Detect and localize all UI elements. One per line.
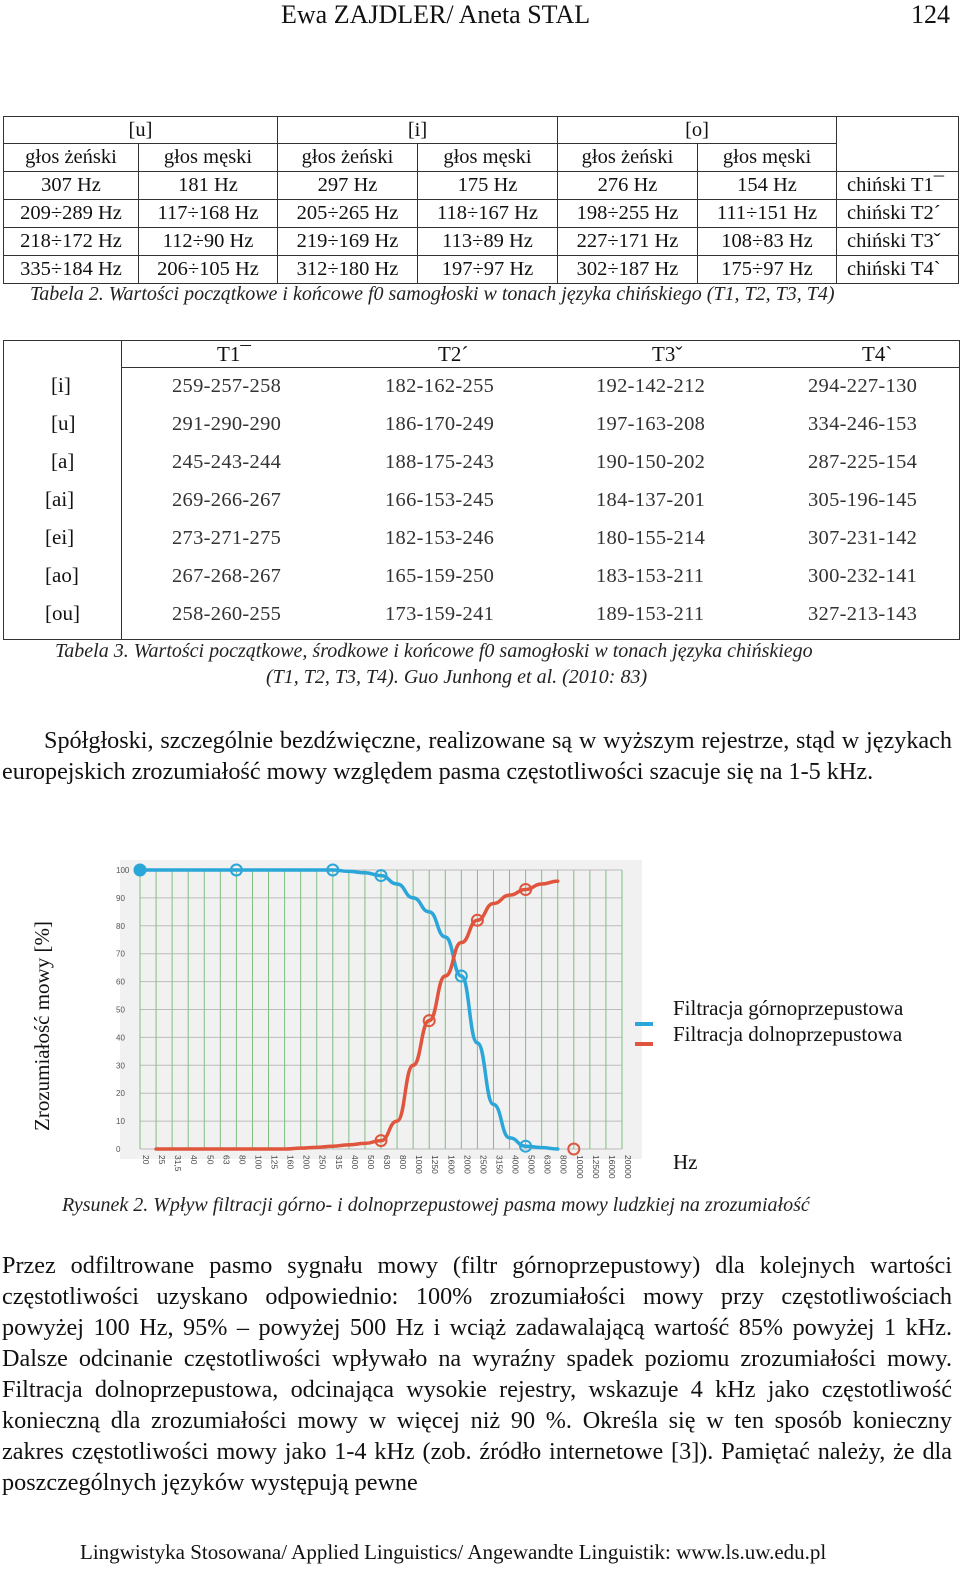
x-tick-label: 800 — [398, 1155, 409, 1170]
row-label: [u] — [51, 411, 76, 435]
x-tick-label: 6300 — [542, 1155, 553, 1174]
table-3-caption-line2: (T1, T2, T3, T4). Guo Junhong et al. (2010: 83) — [266, 666, 648, 688]
x-tick-label: 50 — [205, 1155, 216, 1165]
vowel-o: [o] — [558, 117, 837, 144]
table-cell: 118÷167 Hz — [418, 200, 558, 228]
table-cell: 173-159-241 — [385, 603, 495, 625]
table-cell: 180-155-214 — [596, 527, 706, 549]
x-tick-label: 25 — [157, 1155, 168, 1165]
table-cell: 276 Hz — [558, 172, 698, 200]
x-tick-label: 2500 — [478, 1155, 489, 1174]
table-cell: 182-162-255 — [385, 375, 495, 397]
voice-header: głos żeński — [4, 144, 139, 172]
table-cell: 113÷89 Hz — [418, 228, 558, 256]
figure-caption: Rysunek 2. Wpływ filtracji górno- i dolnoprzepustowej pasma mowy ludzkiej na zrozumiałość — [62, 1194, 810, 1216]
row-label: [ai] — [45, 487, 75, 511]
table-cell: 218÷172 Hz — [4, 228, 139, 256]
paragraph-consonants — [2, 725, 952, 787]
table-cell: 183-153-211 — [596, 565, 705, 587]
table-2-body — [4, 172, 959, 284]
x-tick-label: 315 — [333, 1155, 344, 1170]
running-header — [0, 0, 960, 32]
tone-label: chiński T4` — [837, 256, 959, 284]
table-cell: 273-271-275 — [172, 527, 282, 549]
table-cell: 198÷255 Hz — [558, 200, 698, 228]
legend-label-highpass: Filtracja górnoprzepustowa — [673, 996, 904, 1020]
row-label: [ao] — [45, 563, 79, 587]
x-tick-label: 630 — [382, 1155, 392, 1170]
x-tick-label: 5000 — [526, 1155, 537, 1174]
y-tick-label: 20 — [116, 1089, 125, 1099]
table-cell: 209÷289 Hz — [4, 200, 139, 228]
x-tick-label: 400 — [349, 1155, 360, 1170]
table-cell: 154 Hz — [698, 172, 837, 200]
x-tick-label: 160 — [285, 1155, 296, 1170]
table-cell: 189-153-211 — [596, 603, 705, 625]
vowel-u: [u] — [4, 117, 278, 144]
table-cell: 267-268-267 — [172, 565, 282, 587]
y-tick-label: 90 — [116, 893, 125, 903]
x-tick-label: 20 — [141, 1155, 151, 1165]
table-cell: 300-232-141 — [808, 565, 918, 587]
table-cell: 312÷180 Hz — [278, 256, 418, 284]
voice-header: głos męski — [698, 144, 837, 172]
row-label: [i] — [51, 373, 71, 397]
voice-header: głos żeński — [278, 144, 418, 172]
x-tick-label: 1600 — [446, 1155, 457, 1174]
x-tick-label: 31,5 — [173, 1155, 184, 1172]
row-label: [ou] — [45, 601, 80, 625]
y-tick-label: 0 — [116, 1145, 121, 1154]
table-cell: 108÷83 Hz — [698, 228, 837, 256]
x-tick-label: 125 — [269, 1155, 280, 1170]
x-tick-label: 8000 — [558, 1155, 569, 1174]
table-cell: 184-137-201 — [596, 489, 706, 511]
table-3-divider — [121, 341, 122, 639]
x-tick-label: 63 — [221, 1155, 232, 1165]
x-tick-label: 2000 — [462, 1155, 473, 1174]
table-cell: 334-246-153 — [808, 413, 918, 435]
table-cell: 175 Hz — [418, 172, 558, 200]
table-cell: 305-196-145 — [808, 489, 918, 511]
table-cell: 112÷90 Hz — [139, 228, 278, 256]
table-cell: 335÷184 Hz — [4, 256, 139, 284]
table-cell: 186-170-249 — [385, 413, 495, 435]
tone-label: chiński T2´ — [837, 200, 959, 228]
table-cell: 190-150-202 — [596, 451, 706, 473]
table-2-voice-header — [4, 144, 959, 172]
x-tick-label: 250 — [317, 1155, 328, 1170]
col-header-t4: T4` — [862, 342, 893, 366]
table-cell: 307 Hz — [4, 172, 139, 200]
table-2 — [3, 116, 959, 284]
table-cell: 297 Hz — [278, 172, 418, 200]
voice-header: głos męski — [418, 144, 558, 172]
data-point — [135, 865, 146, 876]
y-tick-label: 80 — [116, 921, 125, 931]
table-2-caption: Tabela 2. Wartości początkowe i końcowe f0 samogłoski w tonach języka chińskiego (T1, T2, T3, T4) — [30, 283, 835, 305]
table-cell: 181 Hz — [139, 172, 278, 200]
x-tick-label: 1250 — [430, 1155, 441, 1174]
table-cell: 197-163-208 — [596, 413, 706, 435]
table-cell: 111÷151 Hz — [698, 200, 837, 228]
table-cell: 291-290-290 — [172, 413, 282, 435]
x-tick-label: 16000 — [606, 1155, 617, 1179]
table-cell: 327-213-143 — [808, 603, 918, 625]
paragraph-text: Spółgłoski, szczególnie bezdźwięczne, realizowane są w wyższym rejestrze, stąd w językach europejskich zrozumiałość mowy względem pasma częstotliwości szacuje się na 1-5 kHz. — [2, 727, 952, 785]
col-header-t1: T1¯ — [217, 342, 251, 366]
table-cell: 205÷265 Hz — [278, 200, 418, 228]
tone-label: chiński T3ˇ — [837, 228, 959, 256]
y-tick-label: 60 — [116, 977, 125, 987]
table-cell: 294-227-130 — [808, 375, 918, 397]
x-tick-label: 500 — [365, 1155, 376, 1170]
row-label: [ei] — [45, 525, 75, 549]
x-tick-label: 20000 — [623, 1155, 633, 1179]
table-cell: 175÷97 Hz — [698, 256, 837, 284]
table-3 — [3, 340, 960, 640]
col-header-t2: T2´ — [438, 342, 469, 366]
page-footer: Lingwistyka Stosowana/ Applied Linguistics/ Angewandte Linguistik: www.ls.uw.edu.pl — [80, 1540, 827, 1564]
table-cell: 197÷97 Hz — [418, 256, 558, 284]
table-cell: 307-231-142 — [808, 527, 918, 549]
voice-header: głos męski — [139, 144, 278, 172]
x-tick-label: 1000 — [414, 1155, 425, 1174]
table-cell: 287-225-154 — [808, 451, 918, 473]
tone-label: chiński T1¯ — [837, 172, 959, 200]
y-tick-label: 50 — [116, 1005, 125, 1015]
table-row — [4, 200, 959, 228]
page-number: 124 — [911, 0, 950, 29]
legend-label-lowpass: Filtracja dolnoprzepustowa — [673, 1022, 903, 1046]
table-3-header-rule — [121, 367, 959, 368]
x-tick-label: 100 — [253, 1155, 264, 1170]
paragraph-text: Przez odfiltrowane pasmo sygnału mowy (filtr górnoprzepustowy) dla kolejnych wartości częstotliwości uzyskano odpowiednio: 100% zrozumiałości mowy przy częstotliwościach powyżej 100 Hz, 95% – powyżej 500 Hz i wciąż zadawalającą wartość 85% powyżej 1 kHz. Dalsze odcinanie częstotliwości wpływało na wyraźny spadek poziomu zrozumiałości mowy. Filtracja dolnoprzepustowa, odcinająca wysokie rejestry, wskazuje 4 kHz jako częstotliwość konieczną dla zrozumiałości mowy w więcej niż 90 %. Określa się w ten sposób konieczny zakres częstotliwości mowy jako 1-4 kHz (zob. źródło internetowe [3]). Pamiętać należy, że dla poszczególnych języków występują pewne — [2, 1252, 952, 1496]
x-tick-label: 4000 — [510, 1155, 521, 1174]
table-2-vowel-header — [4, 117, 959, 144]
y-tick-label: 10 — [116, 1117, 125, 1127]
table-cell: 227÷171 Hz — [558, 228, 698, 256]
table-row — [4, 256, 959, 284]
table-cell: 182-153-246 — [385, 527, 495, 549]
table-cell: 117÷168 Hz — [139, 200, 278, 228]
table-cell: 165-159-250 — [385, 565, 495, 587]
row-label: [a] — [51, 449, 75, 473]
table-cell: 259-257-258 — [172, 375, 282, 397]
x-tick-label: 12500 — [590, 1155, 601, 1179]
x-tick-label: 200 — [301, 1155, 312, 1170]
x-tick-label: 40 — [189, 1155, 200, 1165]
voice-header: głos żeński — [558, 144, 698, 172]
y-tick-label: 40 — [116, 1033, 125, 1043]
table-row — [4, 172, 959, 200]
table-cell: 219÷169 Hz — [278, 228, 418, 256]
col-header-t3: T3ˇ — [652, 342, 683, 366]
x-axis-unit-label: Hz — [673, 1150, 698, 1174]
header-authors: Ewa ZAJDLER/ Aneta STAL — [281, 0, 591, 29]
paragraph-filtering — [2, 1250, 952, 1498]
table-cell: 166-153-245 — [385, 489, 495, 511]
table-cell: 258-260-255 — [172, 603, 282, 625]
table-row — [4, 228, 959, 256]
y-tick-label: 100 — [116, 866, 130, 875]
table-cell: 302÷187 Hz — [558, 256, 698, 284]
x-tick-label: 80 — [237, 1155, 248, 1165]
y-tick-label: 70 — [116, 949, 125, 959]
table-3-caption-line1: Tabela 3. Wartości początkowe, środkowe i końcowe f0 samogłoski w tonach języka chińskiego — [55, 640, 813, 662]
table-cell: 269-266-267 — [172, 489, 282, 511]
y-axis-label: Zrozumiałość mowy [%] — [30, 921, 54, 1131]
y-tick-label: 30 — [116, 1061, 125, 1071]
vowel-i: [i] — [278, 117, 558, 144]
table-cell: 206÷105 Hz — [139, 256, 278, 284]
x-tick-label: 10000 — [574, 1155, 585, 1179]
table-cell: 192-142-212 — [596, 375, 706, 397]
table-cell: 245-243-244 — [172, 451, 282, 473]
x-tick-label: 3150 — [494, 1155, 505, 1174]
table-cell: 188-175-243 — [385, 451, 495, 473]
empty-corner — [837, 117, 959, 172]
